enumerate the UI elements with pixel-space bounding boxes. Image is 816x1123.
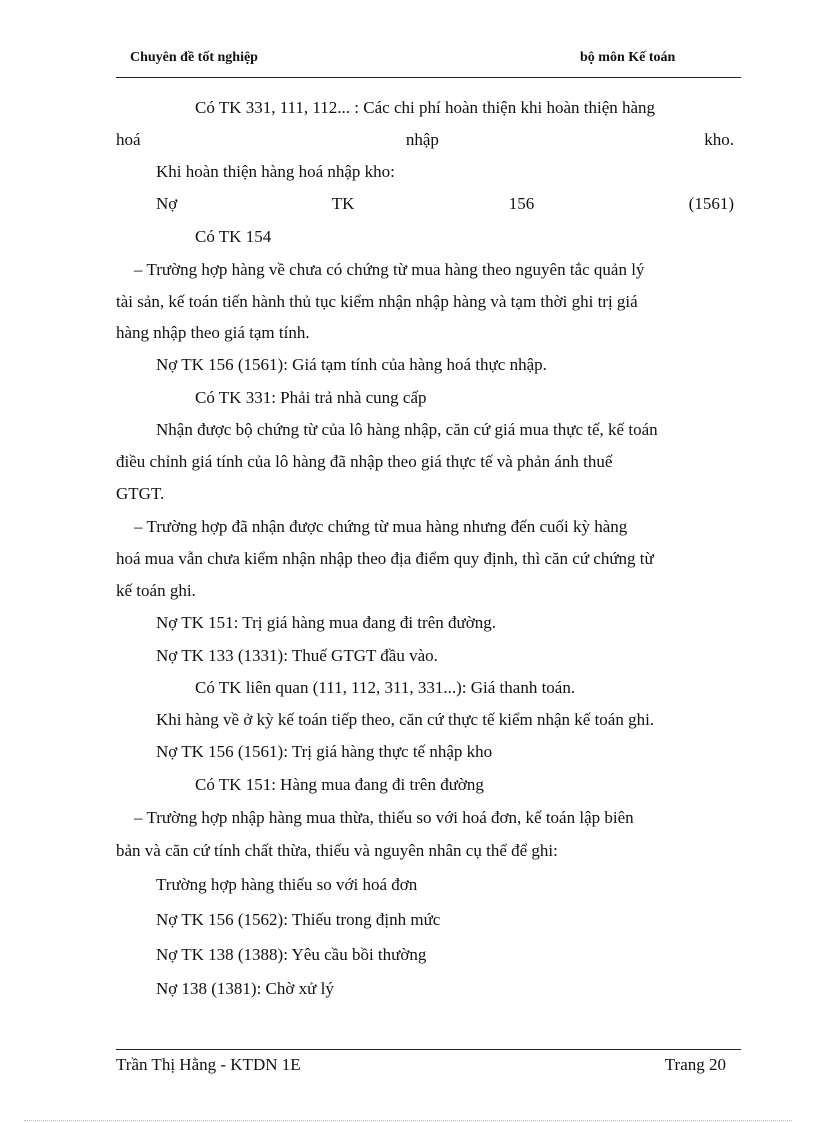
header-title: Chuyên đề tốt nghiệp xyxy=(130,50,258,65)
paragraph-line: Có TK 154 xyxy=(195,227,272,246)
word: (1561) xyxy=(688,194,734,213)
paragraph-line: Nợ TK 133 (1331): Thuế GTGT đầu vào. xyxy=(156,646,438,665)
paragraph-line: Khi hoàn thiện hàng hoá nhập kho: xyxy=(156,162,395,181)
paragraph-line xyxy=(156,193,734,215)
word: TK xyxy=(331,194,355,213)
page-header xyxy=(130,50,690,70)
paragraph-line: tài sản, kế toán tiến hành thủ tục kiểm nhận nhập hàng và tạm thời ghi trị giá xyxy=(116,292,638,311)
word: 156 xyxy=(508,194,535,213)
word: hoá xyxy=(116,130,141,149)
paragraph-line: Nợ TK 138 (1388): Yêu cầu bồi thường xyxy=(156,945,427,964)
page-number: Trang 20 xyxy=(664,1055,726,1074)
paragraph-line xyxy=(116,129,734,151)
paragraph-line: GTGT. xyxy=(116,484,165,503)
paragraph-line: Có TK liên quan (111, 112, 311, 331...): Giá thanh toán. xyxy=(195,678,576,697)
paragraph-line: Nợ TK 151: Trị giá hàng mua đang đi trên đường. xyxy=(156,613,496,632)
header-department: bộ môn Kế toán xyxy=(580,50,676,65)
bullet-line: – Trường hợp hàng về chưa có chứng từ mua hàng theo nguyên tắc quản lý xyxy=(134,260,645,279)
word: kho. xyxy=(704,130,734,149)
paragraph-line: Có TK 331: Phải trả nhà cung cấp xyxy=(195,388,427,407)
paragraph-line: Nợ TK 156 (1561): Giá tạm tính của hàng hoá thực nhập. xyxy=(156,355,547,374)
paragraph-line: kế toán ghi. xyxy=(116,581,196,600)
paragraph-line: Trường hợp hàng thiếu so với hoá đơn xyxy=(156,875,418,894)
paragraph-line: Có TK 151: Hàng mua đang đi trên đường xyxy=(195,775,484,794)
paragraph-line: Nợ TK 156 (1561): Trị giá hàng thực tế nhập kho xyxy=(156,742,493,761)
paragraph-line: Nợ 138 (1381): Chờ xử lý xyxy=(156,979,334,998)
word: nhập xyxy=(405,130,439,149)
paragraph-line: điều chỉnh giá tính của lô hàng đã nhập theo giá thực tế và phản ánh thuế xyxy=(116,452,613,471)
page-edge xyxy=(24,1120,792,1121)
paragraph-line: Nhận được bộ chứng từ của lô hàng nhập, căn cứ giá mua thực tế, kế toán xyxy=(156,420,658,439)
paragraph-line: hoá mua vẫn chưa kiểm nhận nhập theo địa điểm quy định, thì căn cứ chứng từ xyxy=(116,549,654,568)
word: Nợ xyxy=(156,194,178,213)
bullet-line: – Trường hợp nhập hàng mua thừa, thiếu so với hoá đơn, kế toán lập biên xyxy=(134,808,634,827)
header-rule xyxy=(116,77,741,78)
paragraph-line: hàng nhập theo giá tạm tính. xyxy=(116,323,310,342)
paragraph-line: Khi hàng về ở kỳ kế toán tiếp theo, căn cứ thực tế kiểm nhận kế toán ghi. xyxy=(156,710,655,729)
paragraph-line: Nợ TK 156 (1562): Thiếu trong định mức xyxy=(156,910,441,929)
paragraph-line: bản và căn cứ tính chất thừa, thiếu và nguyên nhân cụ thể để ghi: xyxy=(116,841,558,860)
bullet-line: – Trường hợp đã nhận được chứng từ mua hàng nhưng đến cuối kỳ hàng xyxy=(134,517,628,536)
paragraph-line: Có TK 331, 111, 112... : Các chi phí hoàn thiện khi hoàn thiện hàng xyxy=(195,98,656,117)
footer-rule xyxy=(116,1049,741,1050)
footer-author: Trần Thị Hằng - KTDN 1E xyxy=(116,1055,301,1074)
